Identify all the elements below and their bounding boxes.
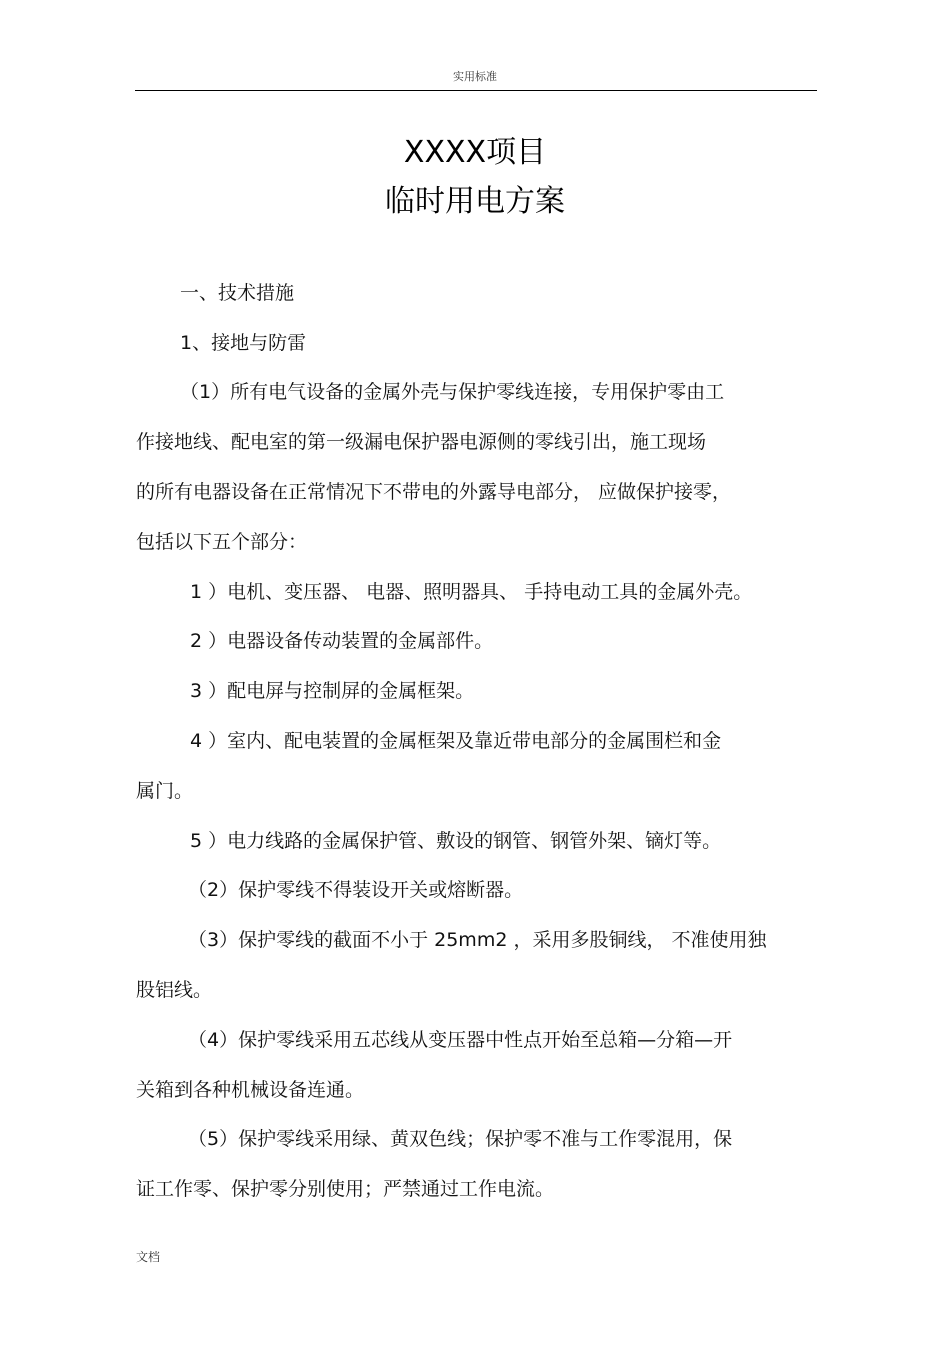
paragraph-line: 包括以下五个部分： xyxy=(136,531,308,553)
paragraph-line: （5）保护零线采用绿、黄双色线；保护零不准与工作零混用，保 xyxy=(188,1128,733,1150)
document-title: XXXX项目 xyxy=(403,135,547,170)
subsection-heading: 1、接地与防雷 xyxy=(180,332,307,354)
paragraph-line: 证工作零、保护零分别使用；严禁通过工作电流。 xyxy=(136,1178,555,1200)
list-item: 5 ）电力线路的金属保护管、敷设的钢管、钢管外架、镝灯等。 xyxy=(190,830,722,852)
paragraph-line: （4）保护零线采用五芯线从变压器中性点开始至总箱—分箱—开 xyxy=(188,1029,733,1051)
page-footer-label: 文档 xyxy=(136,1250,161,1264)
paragraph-line: 的所有电器设备在正常情况下不带电的外露导电部分， 应做保护接零， xyxy=(136,481,732,503)
list-item: 3 ）配电屏与控制屏的金属框架。 xyxy=(190,680,475,702)
header-divider xyxy=(135,90,817,91)
list-item-continuation: 属门。 xyxy=(136,780,194,802)
paragraph-line: 关箱到各种机械设备连通。 xyxy=(136,1079,365,1101)
list-item: 4 ）室内、配电装置的金属框架及靠近带电部分的金属围栏和金 xyxy=(190,730,722,752)
paragraph-line: （2）保护零线不得装设开关或熔断器。 xyxy=(188,879,524,901)
paragraph-line: 作接地线、配电室的第一级漏电保护器电源侧的零线引出，施工现场 xyxy=(136,431,707,453)
section-heading: 一、技术措施 xyxy=(180,282,295,304)
paragraph-line: 股铝线。 xyxy=(136,979,213,1001)
document-subtitle: 临时用电方案 xyxy=(385,184,565,219)
paragraph-line: （1）所有电气设备的金属外壳与保护零线连接，专用保护零由工 xyxy=(180,381,725,403)
list-item: 1 ）电机、变压器、 电器、照明器具、 手持电动工具的金属外壳。 xyxy=(190,581,753,603)
page-header-label: 实用标准 xyxy=(453,70,497,83)
paragraph-line: （3）保护零线的截面不小于 25mm2 ，采用多股铜线， 不准使用独 xyxy=(188,929,767,951)
list-item: 2 ）电器设备传动装置的金属部件。 xyxy=(190,630,494,652)
